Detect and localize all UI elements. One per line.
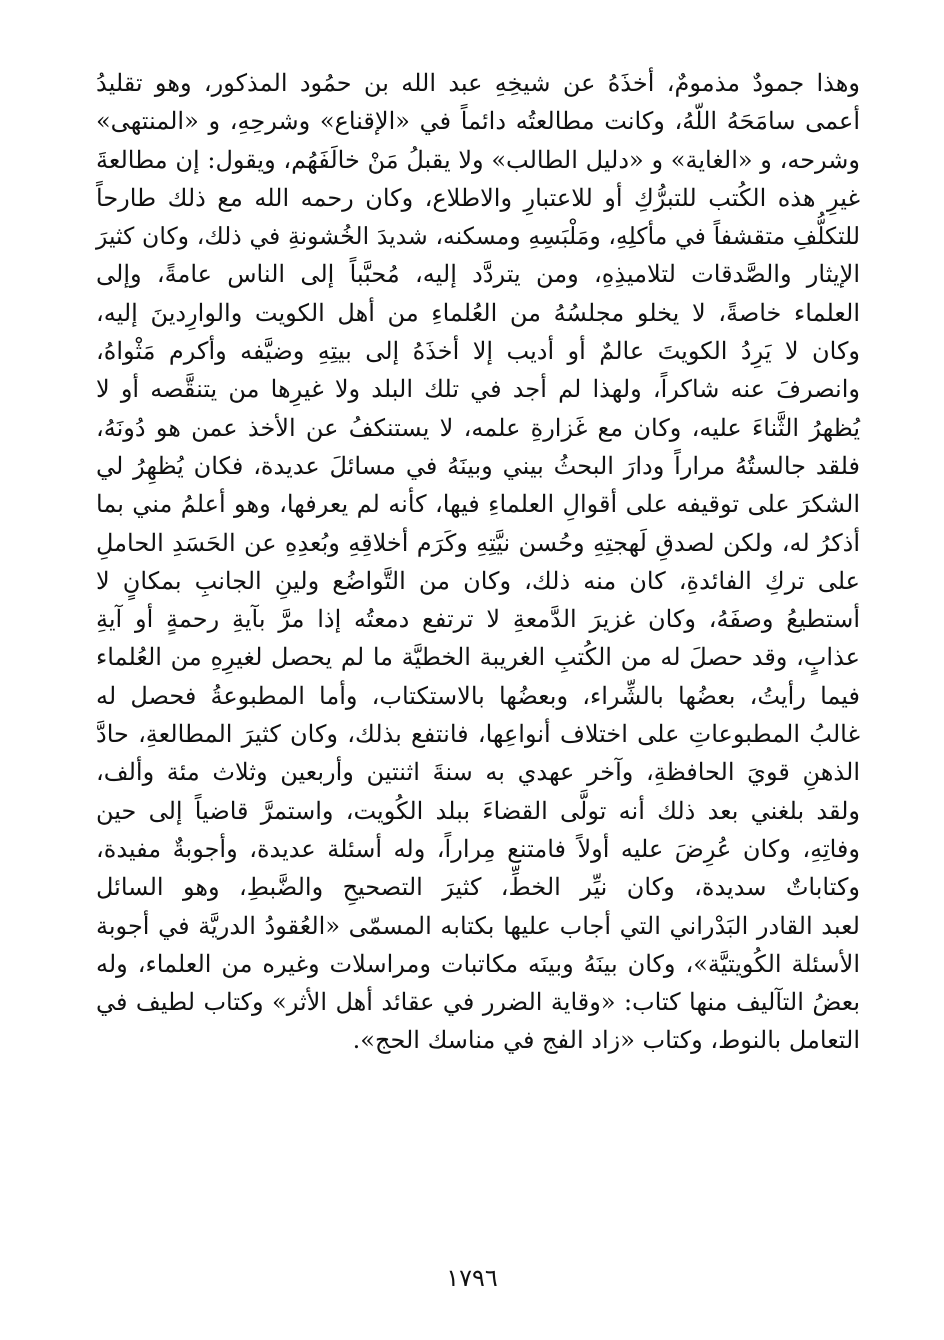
text-line: فيما رأيتُ، بعضُها بالشِّراء، وبعضُها بالاستكتاب، وأما المطبوعةُ فحصل له	[96, 681, 860, 710]
text-line: وكتاباتٌ سديدة، وكان نيِّر الخطِّ، كثيرَ التصحيحِ والضَّبطِ، وهو السائل	[96, 873, 860, 902]
text-line: لعبد القادر البَدْراني التي أجاب عليها بكتابه المسمّى «العُقودُ الدريَّة في أجوبة	[96, 911, 860, 940]
text-line-last: التعامل بالنوط، وكتاب «زاد الفج في مناسك الحج».	[352, 1026, 860, 1055]
page-number: ١٧٩٦	[446, 1264, 498, 1292]
text-line: العلماء خاصةً، لا يخلو مجلسُهُ من العُلماءِ من أهل الكويت والوارِدينَ إليه،	[96, 298, 860, 327]
text-line: وهذا جمودٌ مذمومٌ، أخذَهُ عن شيخِهِ عبد الله بن حمُود المذكور، وهو تقليدُ	[96, 69, 860, 97]
body-text	[96, 64, 860, 1060]
text-line: الشكرَ على توقيفه على أقوالِ العلماءِ فيها، كأنه لم يعرفها، وهو أعلمُ مني بما	[96, 490, 860, 519]
text-line: يُظهرُ الثَّناءَ عليه، وكان مع غَزارةِ علمه، لا يستنكفُ عن الأخذ عمن هو دُونَهُ،	[96, 413, 860, 442]
text-line: الذهنِ قويَ الحافظةِ، وآخر عهدي به سنةَ اثنتين وأربعين وثلاث مئة وألف،	[96, 758, 860, 787]
text-line: أذكرُ له، ولكن لصدقِ لَهجتِهِ وحُسن نيَّتِهِ وكَرَم أخلاقِهِ وبُعدِهِ عن الحَسَدِ الحاملِ	[96, 528, 860, 557]
text-line: غالبُ المطبوعاتِ على اختلاف أنواعِها، فانتفع بذلك، وكان كثيرَ المطالعةِ، حادَّ	[96, 720, 860, 749]
text-line: وفاتِهِ، وكان عُرِضَ عليه أولاً فامتنع مِراراً، وله أسئلة عديدة، وأجوبةٌ مفيدة،	[96, 834, 860, 863]
text-line: الإيثار والصَّدقات لتلاميذِهِ، ومن يتردَّد إليه، مُحبَّباً إلى الناس عامةً، وإلى	[96, 260, 860, 289]
text-line: عذابٍ، وقد حصلَ له من الكُتبِ الغريبة الخطيَّة ما لم يحصل لغيرِهِ من العُلماء	[96, 643, 860, 672]
text-line: فلقد جالستُهُ مراراً ودارَ البحثُ بيني وبينَهُ في مسائلَ عديدة، فكان يُظهِرُ لي	[96, 451, 860, 480]
text-line: على تركِ الفائدةِ، كان منه ذلك، وكان من التَّواضُع ولينِ الجانبِ بمكانٍ لا	[96, 566, 860, 595]
text-line: للتكلُّفِ متقشفاً في مأكلِهِ، ومَلْبَسِهِ ومسكنه، شديدَ الخُشونةِ في ذلك، وكان كثيرَ	[96, 222, 860, 251]
text-line: وانصرفَ عنه شاكراً، ولهذا لم أجد في تلك البلد ولا غيرِها من يتنقَّصه أو لا	[96, 375, 860, 404]
text-line: أعمى سامَحَهُ اللّهُ، وكانت مطالعتُه دائماً في «الإقناع» وشرحِهِ، و «المنتهى»	[96, 107, 860, 136]
text-line: غيرِ هذه الكُتب للتبرُّكِ أو للاعتبارِ والاطلاع، وكان رحمه الله مع ذلك طارحاً	[96, 183, 860, 212]
text-line: الأسئلة الكُويتيَّة»، وكان بينَهُ وبينَه مكاتبات ومراسلات وغيره من العلماء، وله	[96, 949, 860, 978]
text-line: أستطيعُ وصفَهُ، وكان غزيرَ الدَّمعةِ لا ترتفع دمعتُه إذا مرَّ بآيةِ رحمةٍ أو آيةِ	[96, 605, 860, 634]
text-line: بعضُ التآليف منها كتاب: «وقاية الضرر في عقائد أهل الأثر» وكتاب لطيف في	[96, 988, 860, 1017]
text-line: وكان لا يَرِدُ الكويتَ عالمٌ أو أديب إلا أخذَهُ إلى بيتِهِ وضيَّفه وأكرم مَثْواهُ،	[96, 337, 860, 366]
text-line: وشرحه، و «الغاية» و «دليل الطالب» ولا يقبلُ مَنْ خالَفَهُم، ويقول: إن مطالعةَ	[96, 145, 860, 174]
text-line: ولقد بلغني بعد ذلك أنه تولَّى القضاءَ ببلد الكُويت، واستمرَّ قاضياً إلى حين	[96, 796, 860, 825]
